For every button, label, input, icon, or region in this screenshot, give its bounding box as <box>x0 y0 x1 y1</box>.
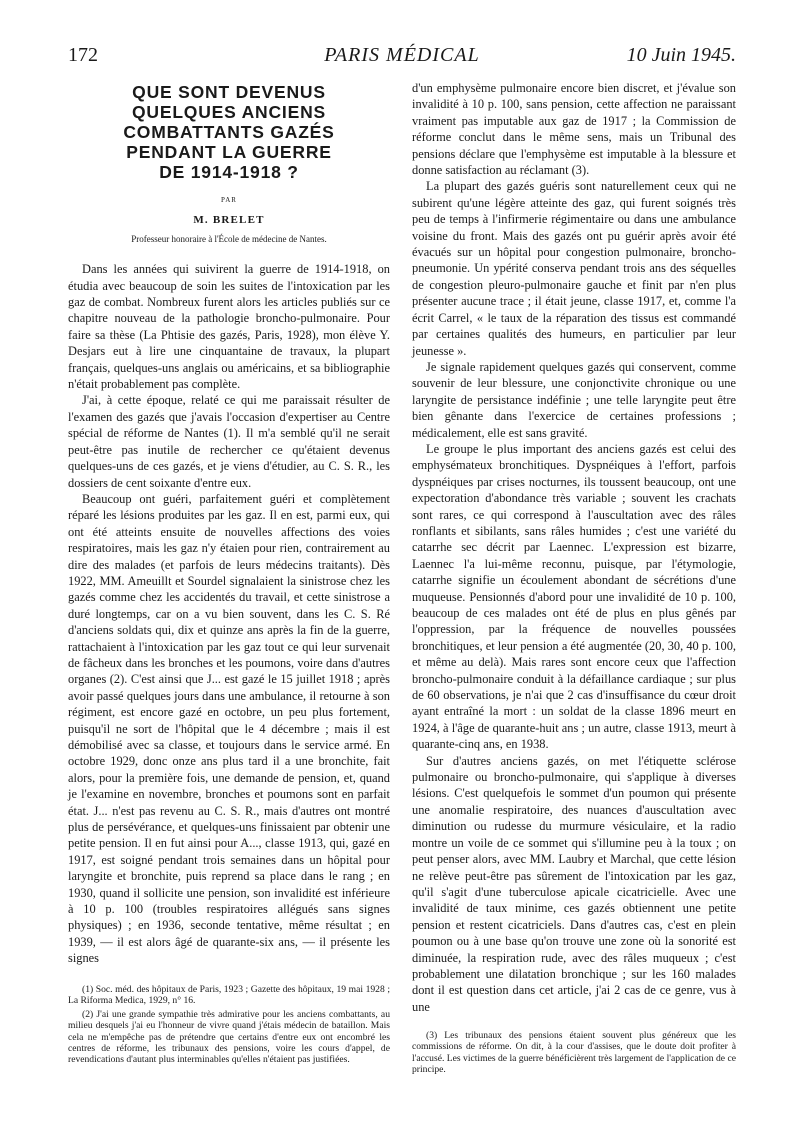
title-line: DE 1914-1918 ? <box>159 162 299 182</box>
footnotes-left <box>68 983 390 1065</box>
running-header <box>68 44 736 74</box>
article-title <box>68 82 390 182</box>
author-affiliation: Professeur honoraire à l'École de médecine de Nantes. <box>131 233 327 244</box>
byline-par: PAR <box>221 196 237 204</box>
footnotes-right <box>412 1029 736 1075</box>
body-paragraph: Sur d'autres anciens gazés, on met l'étiquette sclérose pulmonaire ou broncho-pulmonaire, qui s'applique à diverses lésions. C'est quelquefois le sommet d'un poumon qui présente une anomalie respiratoire, des nuances d'auscultation avec diminution ou rudesse du murmure vésiculaire, et la radio montre un voile de ce sommet qui s'illumine peu à la toux ; on peut penser alors, avec MM. Laubry et Marchal, que cette lésion ne relève peut-être pas sûrement de l'intoxication par les gaz, qu'il s'agit d'une tuberculose apicale cicatricielle. Avec une invalidité de taux minime, ces gazés obtiennent une petite pension et restent cicatriciels. Dans d'autres cas, c'est en plein poumon ou à une base qu'on trouve une zone où la sonorité est diminuée, la respiration rude, avec des râles muqueux ; c'est probablement une dilatation bronchique ; sur les 160 malades dont il est question dans cet article, j'ai 2 cas de ce genre, vus à une <box>412 753 736 1014</box>
body-paragraph: J'ai, à cette époque, relaté ce qui me paraissait résulter de l'examen des gazés que j'avais l'occasion d'expertiser au Centre spécial de réforme de Nantes (1). Il m'a semblé qu'il ne serait peut-être pas inutile de rechercher ce qu'étaient devenus quelques-uns de ces gazés, et je viens d'étudier, au C. S. R., les dossiers de cent soixante d'entre eux. <box>68 393 390 490</box>
title-line: QUELQUES ANCIENS <box>132 102 326 122</box>
title-line: QUE SONT DEVENUS <box>132 82 326 102</box>
body-paragraph: Dans les années qui suivirent la guerre de 1914-1918, on étudia avec beaucoup de soin les suites de l'intoxication par les gaz de combat. Nombreux furent alors les articles publiés sur ce chapitre nouveau de la pathologie broncho-pulmonaire. Pour faire sa thèse (La Phtisie des gazés, Paris, 1928), mon élève Y. Desjars eut à lire une cinquantaine de travaux, la plupart français, quelques-uns anglais ou américains, et sa bibliographie n'était probablement pas complète. <box>68 262 390 392</box>
body-paragraph: Beaucoup ont guéri, parfaitement guéri et complètement réparé les lésions produites par les gaz. Il en est, parmi eux, qui ont été atteints ensuite de nouvelles affections des voies respiratoires, mais les gaz n'y étaien pour rien, contrairement au dire des malades (et parfois de leurs médecins traitants). Dès 1922, MM. Ameuillt et Sourdel signalaient la sinistrose chez les gazés comme chez les accidentés du travail, et cette sinistrose a duré longtemps, car on a vu bien souvent, dans les C. S. Ré d'anciens soldats qui, dix et quinze ans après la fin de la guerre, rattachaient à l'intoxication par les gaz tout ce qui leur survenait de fâcheux dans les bronches et les poumons, voire dans d'autres organes (2). C'est ainsi que J... est gazé le 15 juillet 1918 ; après avoir passé quelques jours dans une ambulance, il retourne à son régiment, est encore gazé en octobre, un peu plus fortement, puisqu'il ne sort de l'hôpital que le 4 décembre ; mais il est démobilisé avec sa classe, et toujours dans le service armé. En octobre 1929, donc onze ans plus tard il a une bronchite, fait alors, pour la première fois, une demande de pension, et, quand je l'examine en novembre, bronches et poumons sont en parfait état. J... n'est pas revenu au C. S. R., mais d'autres ont montré plus de persévérance, et quelques-uns finissaient par obtenir une petite pension. Il en fut ainsi pour A..., classe 1913, qui, gazé en 1917, est soigné pendant trois semaines dans un hôpital pour laryngite et bronchite, puis reprend sa place dans le rang ; en 1930, quand il sollicite une pension, son invalidité est inférieure à 10 p. 100 (troubles respiratoires allégués sans signes physiques) ; en 1936, seconde tentative, même résultat ; en 1939, — il est alors âgé de quarante-six ans, — il présente les signes <box>68 491 390 966</box>
body-paragraph: La plupart des gazés guéris sont naturellement ceux qui ne subirent qu'une légère atteinte des gaz, qui furent soignés très peu de temps à l'infirmerie régimentaire ou dans une ambulance voisine du front. Mais des gazés ont pu guérir après avoir été évacués sur un hôpital pour congestion pulmonaire, broncho-pneumonie. Un ypérité conserva pendant trois ans des séquelles de congestion pleuro-pulmonaire gauche et finit par n'en plus présenter aucune trace ; il était jeune, classe 1917, et, comme l'a écrit Carrel, « le taux de la réparation des tissus est commandé par certaines qualités des humeurs, en particulier par leur jeunesse ». <box>412 179 736 358</box>
body-paragraph: Je signale rapidement quelques gazés qui conservent, comme souvenir de leur blessure, une conjonctivite chronique ou une laryngite de persistance indéfinie ; une telle laryngite peut être bien gênante dans l'exercice de certaines professions ; médicalement, elle est sans gravité. <box>412 359 736 440</box>
body-paragraph: Le groupe le plus important des anciens gazés est celui des emphysémateux bronchitiques. Dyspnéiques à l'effort, parfois dyspnéiques par crises nocturnes, ils toussent beaucoup, ont une expectoration d'abondance très variable ; souvent les crachats sont rares, ce qui correspond à l'auscultation avec des râles ronflants et sibilants, sans râles humides ; c'est une variété du catarrhe sec décrit par Laennec. L'expression est bizarre, Laennec l'a lui-même reconnu, puisque, par l'étymologie, catarrhe signifie un écoulement abondant de sécrétions d'une muqueuse. Pensionnés d'abord pour une invalidité de 10 p. 100, beaucoup de ces malades ont été de plus en plus gênés par l'oppression, par la fréquence de nouvelles poussées bronchitiques, et leur pension a été augmentée (20, 30, 40 p. 100, et même au delà). Mais rares sont encore ceux que l'affection broncho-pulmonaire conduit à la défaillance cardiaque ; sur plus de 60 observations, je n'ai que 2 cas d'insuffisance du cœur droit ayant entraîné la mort : un soldat de la classe 1896 meurt en 1924, à l'âge de quarante-huit ans ; un autre, classe 1913, meurt à quarante-cinq ans, en 1938. <box>412 441 736 752</box>
left-column <box>68 80 390 1068</box>
footnote: (3) Les tribunaux des pensions étaient souvent plus généreux que les commissions de réforme. On dit, à la cour d'assises, que le doute doit profiter à l'accusé. Les victimes de la guerre bénéficièrent très largement de l'application de ce principe. <box>412 1030 736 1075</box>
body-paragraph: d'un emphysème pulmonaire encore bien discret, et j'évalue son invalidité à 10 p. 100, sans pension, cette affection ne paraissant vraiment pas imputable aux gaz de 1917 ; la Commission de réforme conclut dans le même sens, mais un Tribunal des pensions déclare que l'emphysème est imputable à la blessure et donne satisfaction au réclamant (3). <box>412 81 736 178</box>
title-line: COMBATTANTS GAZÉS <box>123 122 335 142</box>
author-name: M. BRELET <box>193 214 265 227</box>
footnote: (1) Soc. méd. des hôpitaux de Paris, 1923 ; Gazette des hôpitaux, 19 mai 1928 ; La Riforma Medica, 1929, n° 16. <box>68 983 390 1006</box>
journal-title: PARIS MÉDICAL <box>324 44 480 66</box>
page-number: 172 <box>68 44 98 66</box>
footnote: (2) J'ai une grande sympathie très admirative pour les anciens combattants, au milieu desquels j'ai eu l'honneur de vivre quand j'étais médecin de bataillon. Mais cela ne m'empêche pas de prétendre que certains d'entre eux ont encombré les centres de réforme, les tribunaux des pensions, voire les cours d'appel, de revendications d'autant plus interminables qu'elles n'étaient pas justifiées. <box>68 1009 390 1065</box>
title-line: PENDANT LA GUERRE <box>126 142 332 162</box>
issue-date: 10 Juin 1945. <box>626 44 736 66</box>
right-column <box>412 80 736 1078</box>
